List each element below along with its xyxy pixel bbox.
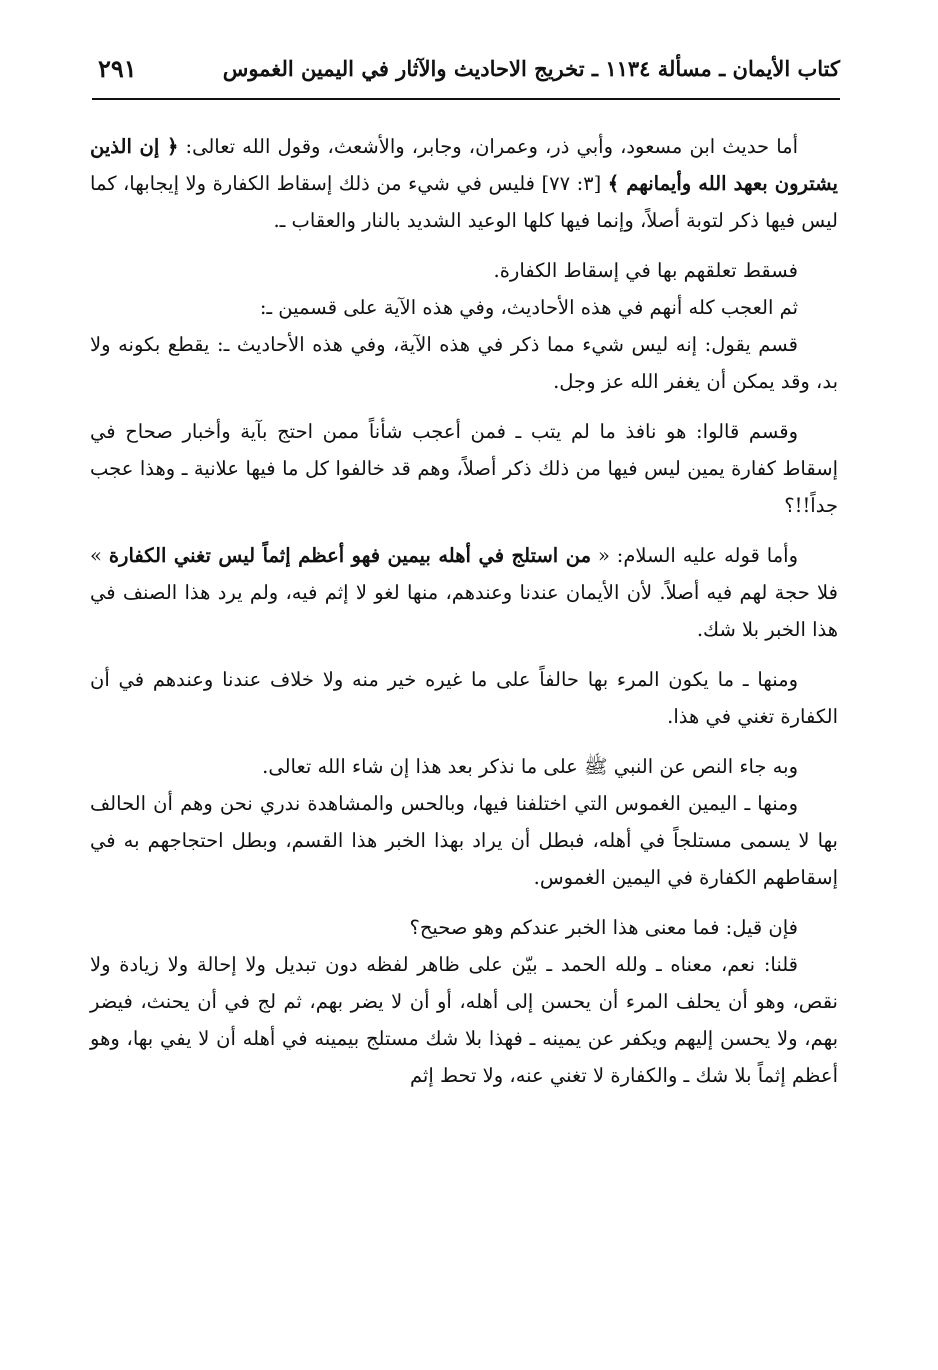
header-title: كتاب الأيمان ـ مسألة ١١٣٤ ـ تخريج الاحاديث والآثار في اليمين الغموس [222,56,840,81]
paragraph-text: [٣: ٧٧] فليس في شيء من ذلك إسقاط الكفارة ولا إيجابها، كما ليس فيها ذكر لتوبة أصلاً، وإنما فيها كلها الوعيد الشديد بالنار والعقاب ـ. [90,172,838,232]
paragraph: ومنها ـ اليمين الغموس التي اختلفنا فيها، وبالحس والمشاهدة ندري نحن وهم أن الحالف بها لا يسمى مستلجاً في أهله، فبطل أن يراد بهذا الخبر هذا القسم، وبطل احتجاجهم به في إسقاطهم الكفارة في اليمين الغموس. [90,792,838,889]
running-header [90,52,840,94]
paragraph: وقسم قالوا: هو نافذ ما لم يتب ـ فمن أعجب شأناً ممن احتج بآية وأخبار صحاح في إسقاط كفارة يمين ليس فيها من ذلك ذكر أصلاً، وهم قد خالفوا كل ما فيها علانية ـ وهذا عجب جداً!!؟ [90,420,838,517]
paragraph-hadith-quote [90,537,838,648]
paragraph: فإن قيل: فما معنى هذا الخبر عندكم وهو صحيح؟ [409,916,798,939]
paragraph: قلنا: نعم، معناه ـ ولله الحمد ـ بيّن على ظاهر لفظه دون تبديل ولا إحالة ولا زيادة ولا نقص، وهو أن يحلف المرء أن يحسن إلى أهله، أو أن لا يضر بهم، ثم لج في أن يحنث، فيضر بهم، ولا يحسن إليهم ويكفر عن يمينه ـ فهذا بلا شك مستلج بيمينه في أهله أن لا يفي بها، وهو أعظم إثماً بلا شك ـ والكفارة لا تغني عنه، ولا تحط إثم [90,953,838,1087]
paragraph-hadith-list [90,128,838,239]
quran-verse: ﴿ إن الذين يشترون بعهد الله وأيمانهم ﴾ [90,135,838,195]
paragraph: فسقط تعلقهم بها في إسقاط الكفارة. [493,259,798,282]
paragraph-text: أما حديث ابن مسعود، وأبي ذر، وعمران، وجابر، والأشعث، وقول الله تعالى: [178,135,799,158]
paragraph: ومنها ـ ما يكون المرء بها حالفاً على ما غيره خير منه ولا خلاف عندنا وعندهم في أن الكفارة تغني في هذا. [90,668,838,728]
paragraph: وبه جاء النص عن النبي ﷺ على ما نذكر بعد هذا إن شاء الله تعالى. [262,755,798,778]
page-number: ٢٩١ [98,54,137,83]
paragraph: ثم العجب كله أنهم في هذه الأحاديث، وفي هذه الآية على قسمين ـ: [259,296,798,319]
paragraph: قسم يقول: إنه ليس شيء مما ذكر في هذه الآية، وفي هذه الأحاديث ـ: يقطع بكونه ولا بد، وقد يمكن أن يغفر الله عز وجل. [90,333,838,393]
paragraph-text: وأما قوله عليه السلام: « [591,544,798,567]
header-divider [92,98,840,100]
paragraph-text: » فلا حجة لهم فيه أصلاً. لأن الأيمان عندنا وعندهم، منها لغو لا إثم فيه، ولم يرد هذا الصنف في هذا الخبر بلا شك. [90,544,838,641]
body-text [90,128,838,1094]
hadith-quote: من استلج في أهله بيمين فهو أعظم إثماً ليس تغني الكفارة [108,544,592,567]
